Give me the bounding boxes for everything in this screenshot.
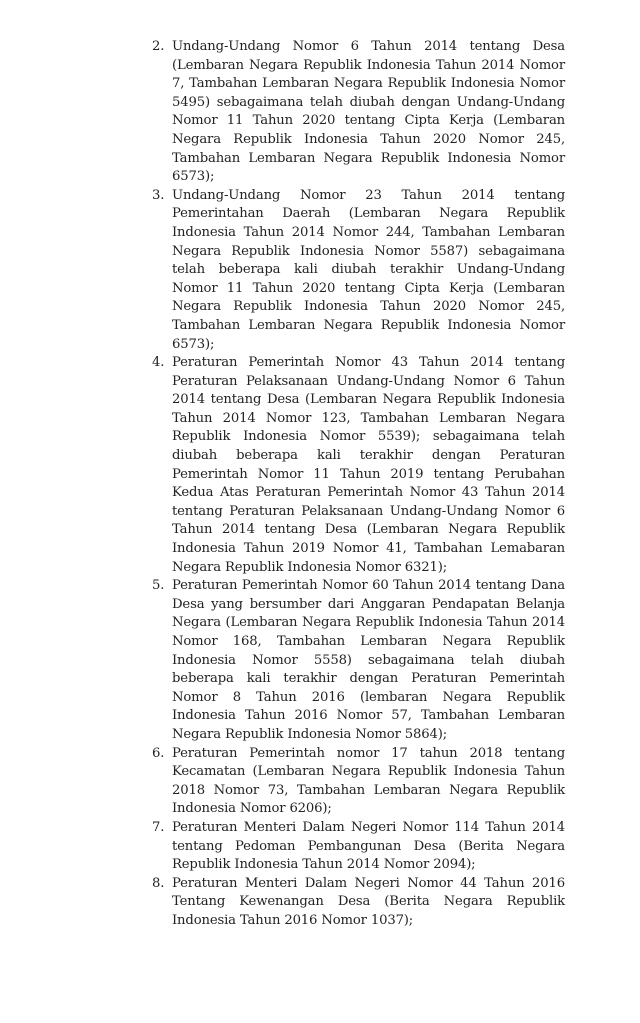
list-item xyxy=(150,38,565,187)
list-item xyxy=(150,875,565,931)
list-item-number: 7. xyxy=(152,819,165,835)
list-item-number: 5. xyxy=(152,578,165,594)
list-item-number: 2. xyxy=(152,39,165,54)
list-item-number: 8. xyxy=(152,875,165,891)
list-item-text: Undang-Undang Nomor 23 Tahun 2014 tentang Pemerintahan Daerah (Lembaran Negara Republik Indonesia Tahun 2014 Nomor 244, Tambahan Lembaran Negara Republik Indonesia Nomor 5587) sebagaimana telah beberapa kali diubah terakhir Undang-Undang Nomor 11 Tahun 2020 tentang Cipta Kerja (Lembaran Negara Republik Indonesia Tahun 2020 Nomor 245, Tambahan Lembaran Negara Republik Indonesia Nomor 6573); xyxy=(172,187,565,352)
document-page xyxy=(150,38,565,931)
list-item-text: Peraturan Pemerintah nomor 17 tahun 2018 tentang Kecamatan (Lembaran Negara Republik Indonesia Tahun 2018 Nomor 73, Tambahan Lembaran Negara Republik Indonesia Nomor 6206); xyxy=(172,745,565,817)
list-item xyxy=(150,745,565,819)
list-item xyxy=(150,819,565,875)
list-item-text: Undang-Undang Nomor 6 Tahun 2014 tentang Desa (Lembaran Negara Republik Indonesia Tahun 2014 Nomor 7, Tambahan Lembaran Negara Republik Indonesia Nomor 5495) sebagaimana telah diubah dengan Undang-Undang Nomor 11 Tahun 2020 tentang Cipta Kerja (Lembaran Negara Republik Indonesia Tahun 2020 Nomor 245, Tambahan Lembaran Negara Republik Indonesia Nomor 6573); xyxy=(172,39,565,185)
legal-basis-list xyxy=(150,38,565,931)
list-item-text: Peraturan Menteri Dalam Negeri Nomor 44 Tahun 2016 Tentang Kewenangan Desa (Berita Negara Republik Indonesia Tahun 2016 Nomor 1037); xyxy=(172,875,565,928)
list-item-text: Peraturan Pemerintah Nomor 60 Tahun 2014 tentang Dana Desa yang bersumber dari Anggaran Pendapatan Belanja Negara (Lembaran Negara Republik Indonesia Tahun 2014 Nomor 168, Tambahan Lembaran Negara Republik Indonesia Nomor 5558) sebagaimana telah diubah beberapa kali terakhir dengan Peraturan Pemerintah Nomor 8 Tahun 2016 (lembaran Negara Republik Indonesia Tahun 2016 Nomor 57, Tambahan Lembaran Negara Republik Indonesia Nomor 5864); xyxy=(172,578,565,742)
list-item-number: 4. xyxy=(152,355,165,371)
list-item-number: 6. xyxy=(152,745,165,761)
list-item-number: 3. xyxy=(152,187,165,203)
list-item xyxy=(150,577,565,744)
list-item xyxy=(150,354,565,577)
list-item-text: Peraturan Menteri Dalam Negeri Nomor 114 Tahun 2014 tentang Pedoman Pembangunan Desa (Berita Negara Republik Indonesia Tahun 2014 Nomor 2094); xyxy=(172,819,565,873)
list-item-text: Peraturan Pemerintah Nomor 43 Tahun 2014 tentang Peraturan Pelaksanaan Undang-Undang Nomor 6 Tahun 2014 tentang Desa (Lembaran Negara Republik Indonesia Tahun 2014 Nomor 123, Tambahan Lembaran Negara Republik Indonesia Nomor 5539); sebagaimana telah diubah beberapa kali terakhir dengan Peraturan Pemerintah Nomor 11 Tahun 2019 tentang Perubahan Kedua Atas Peraturan Pemerintah Nomor 43 Tahun 2014 tentang Peraturan Pelaksanaan Undang-Undang Nomor 6 Tahun 2014 tentang Desa (Lembaran Negara Republik Indonesia Tahun 2019 Nomor 41, Tambahan Lemabaran Negara Republik Indonesia Nomor 6321); xyxy=(172,355,565,575)
list-item xyxy=(150,187,565,354)
